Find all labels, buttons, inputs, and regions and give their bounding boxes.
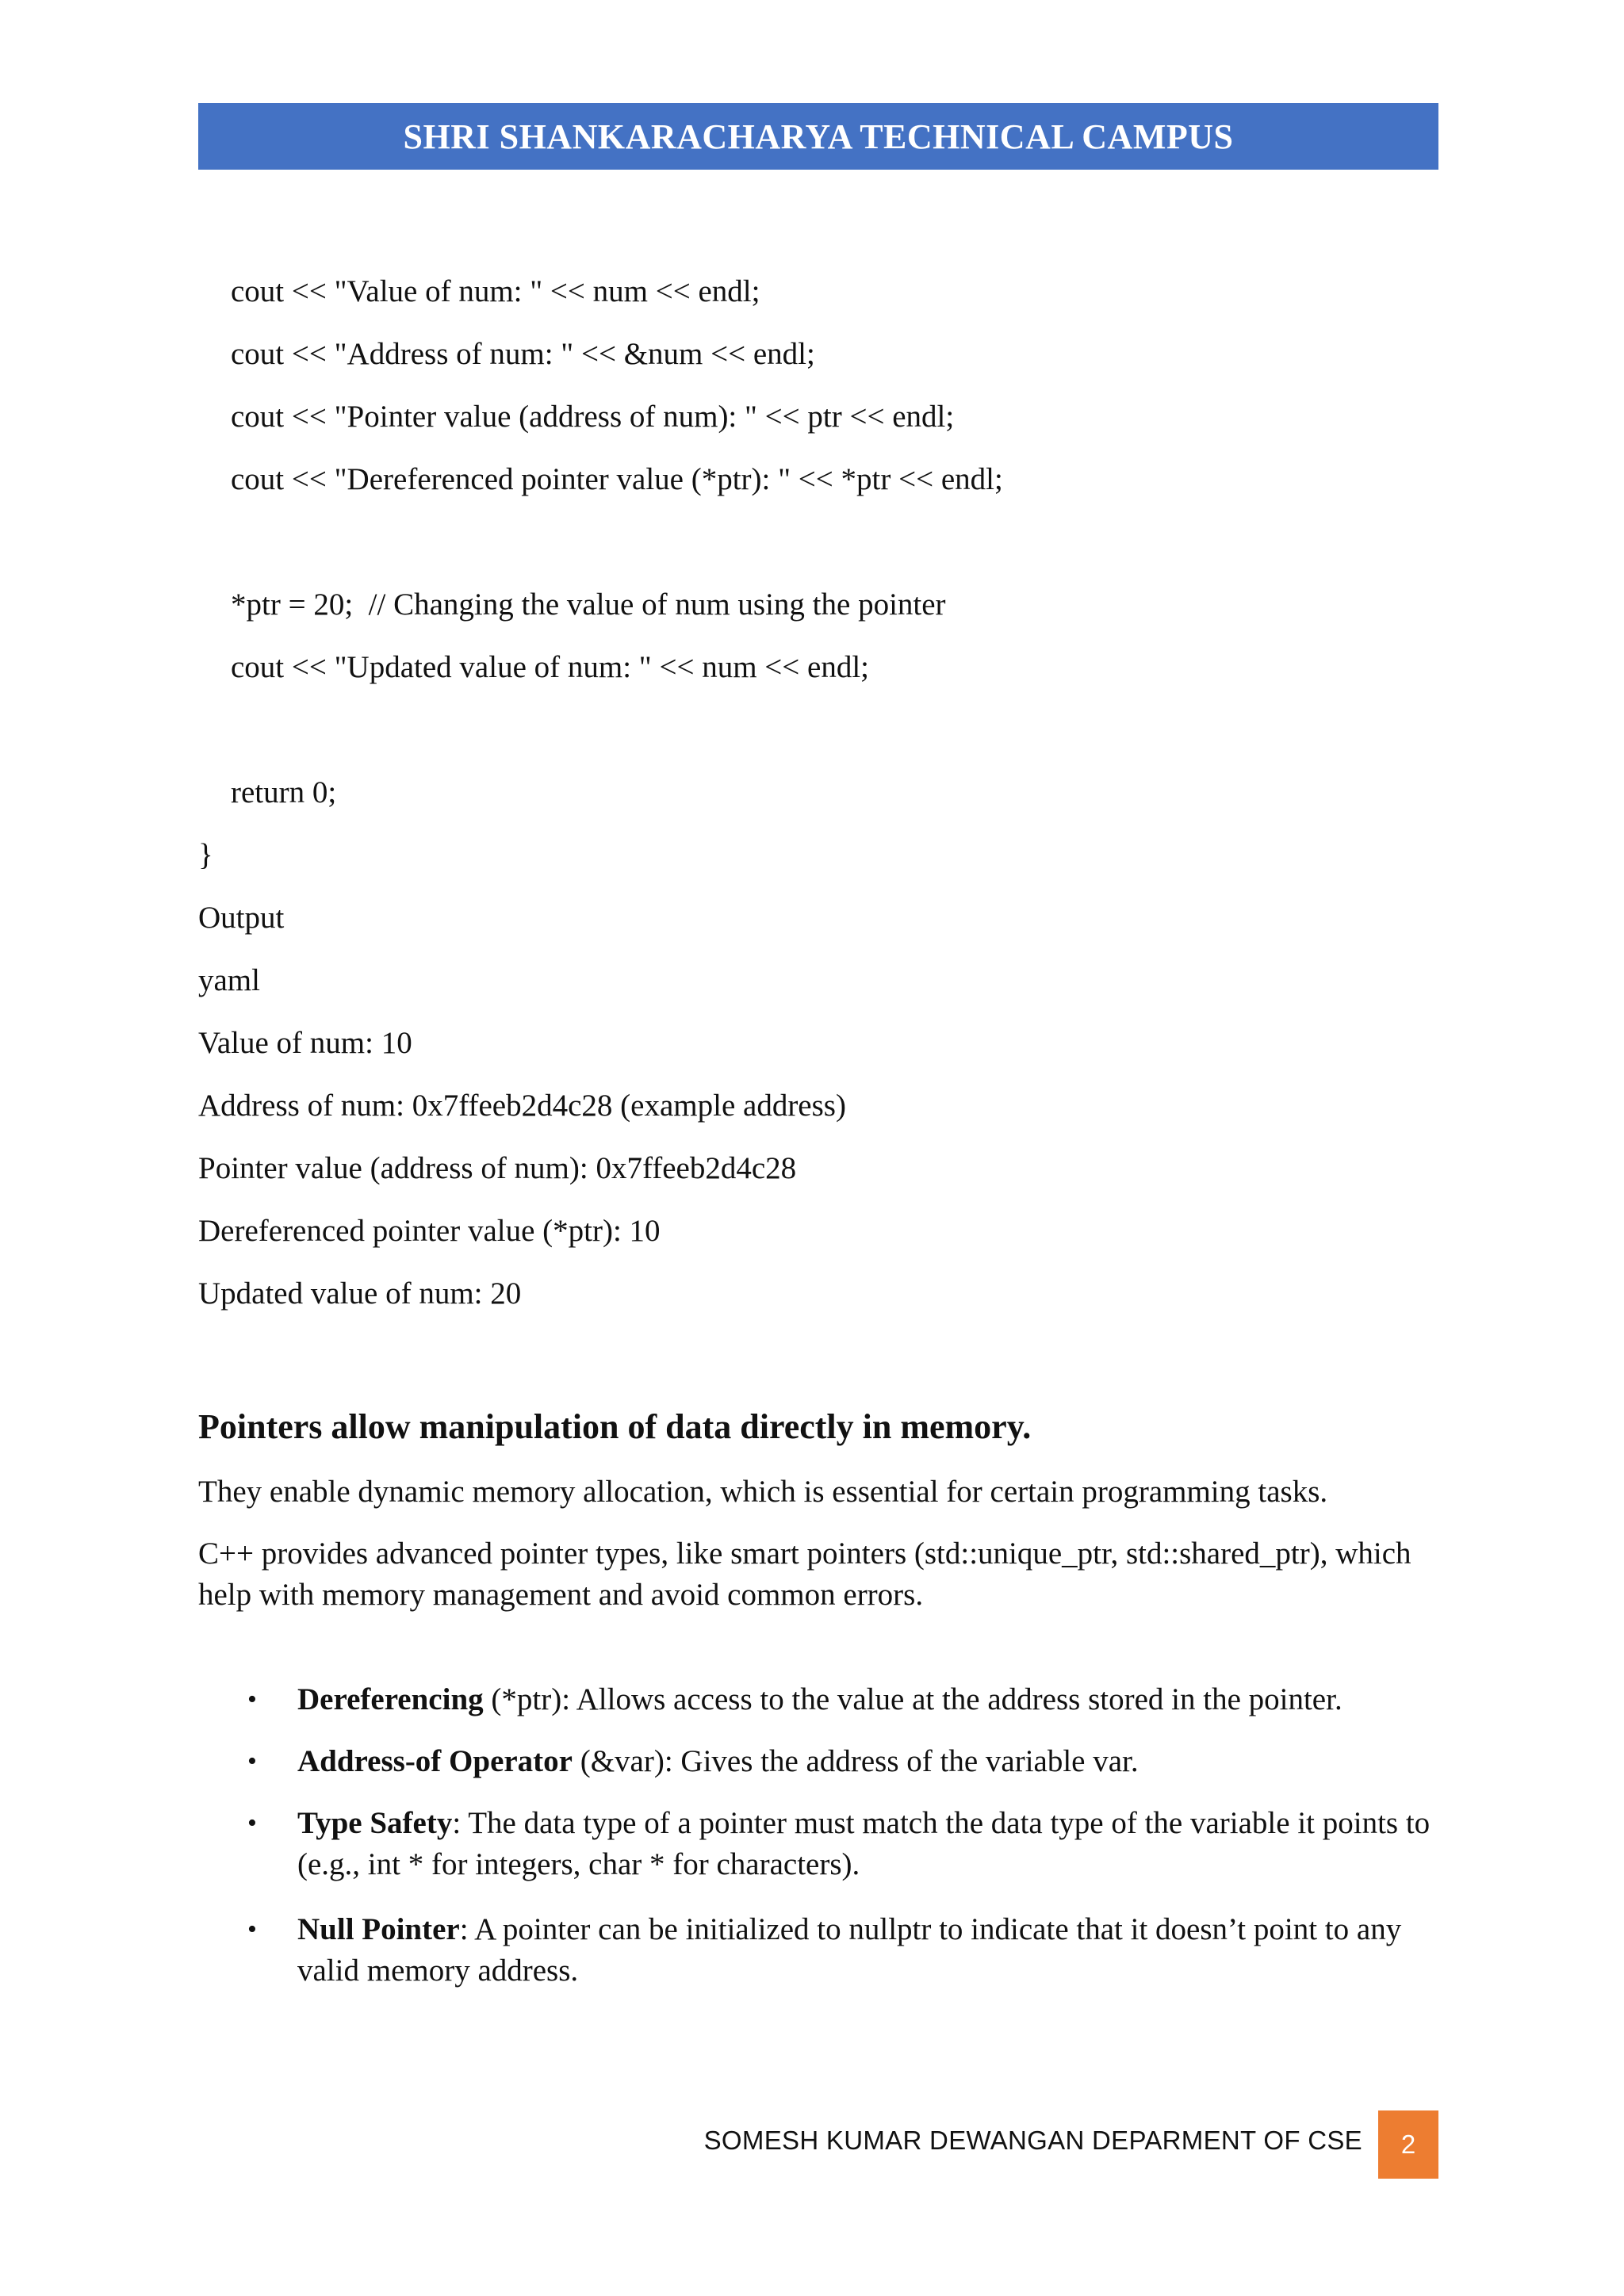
- code-line: cout << "Value of num: " << num << endl;: [231, 274, 760, 308]
- page-number-box: [1378, 2110, 1438, 2179]
- bullet-text: : The data type of a pointer must match the data type of the variable it points to (e.g., int * for integers, char * for characters).: [297, 1806, 1431, 1881]
- output-line: Dereferenced pointer value (*ptr): 10: [198, 1214, 661, 1248]
- list-item: [297, 1741, 1439, 1782]
- bullet-glyph: •: [247, 1915, 257, 1944]
- output-line: Updated value of num: 20: [198, 1276, 522, 1311]
- code-line: cout << "Address of num: " << &num << endl;: [231, 337, 815, 371]
- code-line: *ptr = 20; // Changing the value of num using the pointer: [231, 587, 946, 622]
- footer-author: SOMESH KUMAR DEWANGAN DEPARMENT OF CSE: [703, 2126, 1362, 2155]
- code-line: return 0;: [231, 775, 337, 809]
- list-item: [297, 1803, 1439, 1885]
- bullet-glyph: •: [247, 1685, 257, 1714]
- code-line: cout << "Pointer value (address of num): " << ptr << endl;: [231, 400, 955, 434]
- bullet-term: Address-of Operator: [297, 1744, 573, 1778]
- output-lang: yaml: [198, 963, 260, 997]
- output-line: Value of num: 10: [198, 1026, 412, 1060]
- list-item: [297, 1679, 1439, 1720]
- output-label: Output: [198, 901, 285, 935]
- paragraph: They enable dynamic memory allocation, which is essential for certain programming tasks.: [198, 1475, 1328, 1509]
- bullet-term: Null Pointer: [297, 1912, 460, 1946]
- page-number: 2: [1400, 2130, 1416, 2159]
- bullet-term: Dereferencing: [297, 1682, 484, 1716]
- paragraph: C++ provides advanced pointer types, like smart pointers (std::unique_ptr, std::shared_ptr), which help with memory management and avoid common errors.: [198, 1536, 1411, 1612]
- bullet-term: Type Safety: [297, 1806, 453, 1840]
- output-line: Pointer value (address of num): 0x7ffeeb2d4c28: [198, 1151, 797, 1185]
- code-line: cout << "Dereferenced pointer value (*ptr): " << *ptr << endl;: [231, 462, 1003, 496]
- list-item: [297, 1909, 1439, 1992]
- code-line: cout << "Updated value of num: " << num << endl;: [231, 650, 870, 684]
- section-heading: Pointers allow manipulation of data directly in memory.: [198, 1407, 1032, 1446]
- header-title: SHRI SHANKARACHARYA TECHNICAL CAMPUS: [403, 117, 1234, 156]
- output-line: Address of num: 0x7ffeeb2d4c28 (example address): [198, 1089, 846, 1123]
- closing-brace: }: [198, 838, 213, 872]
- bullet-text: (&var): Gives the address of the variable var.: [572, 1744, 1139, 1778]
- bullet-text: : A pointer can be initialized to nullptr to indicate that it doesn’t point to any valid memory address.: [297, 1912, 1402, 1988]
- bullet-glyph: •: [247, 1808, 257, 1838]
- bullet-text: (*ptr): Allows access to the value at the address stored in the pointer.: [483, 1682, 1342, 1716]
- header-banner: [198, 103, 1438, 170]
- bullet-glyph: •: [247, 1747, 257, 1776]
